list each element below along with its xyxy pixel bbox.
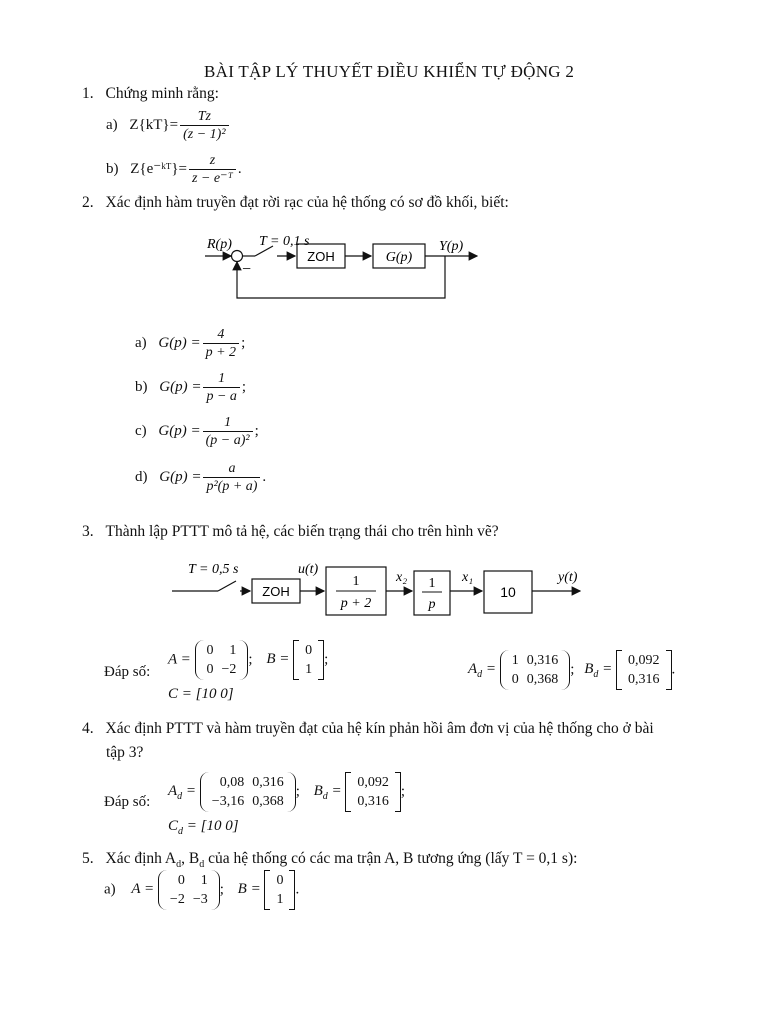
separator: ; [219, 881, 224, 898]
matrix-b [264, 870, 295, 910]
formula-lhs: G(p) = [159, 468, 202, 485]
denominator: (p − a)² [203, 431, 253, 449]
block-diagram-feedback [195, 228, 485, 303]
matrix-cd [168, 818, 239, 837]
question-text [105, 850, 578, 871]
q4-answer-label: Đáp số: [104, 794, 151, 810]
symbol: C [168, 818, 179, 834]
matrix-cell: 0,368 [526, 672, 559, 687]
q2-items [135, 326, 266, 504]
fraction [203, 414, 253, 449]
minus-sign: − [242, 261, 252, 278]
question-text: Chứng minh rằng: [105, 85, 219, 102]
item-label: a) [104, 881, 116, 898]
matrix-bd [345, 772, 401, 812]
numerator: a [228, 461, 236, 476]
output-label: Y(p) [439, 239, 464, 254]
matrix-cd-value: = [10 0] [186, 818, 239, 834]
page-title: BÀI TẬP LÝ THUYẾT ĐIỀU KHIỂN TỰ ĐỘNG 2 [204, 62, 575, 81]
numerator: Tz [197, 109, 211, 124]
symbol: B [313, 783, 323, 800]
matrix-cell: 1 [276, 892, 284, 907]
q2-item-d [135, 460, 266, 504]
subscript: d [176, 859, 182, 871]
x1-label: x₁ [462, 570, 474, 585]
numerator: 4 [217, 327, 225, 342]
q5-item-a [104, 870, 299, 910]
text-part: Xác định A [105, 850, 177, 867]
matrix-cell: 0 [177, 873, 185, 888]
matrix-ad [500, 650, 571, 690]
subscript: d [199, 859, 205, 871]
block-diagram-open-loop [170, 555, 585, 625]
sample-period: T = 0,5 s [188, 562, 239, 577]
block1-denominator: p + 2 [340, 596, 372, 611]
formula-tail: ; [241, 334, 246, 351]
matrix-bd [616, 650, 672, 690]
formula-tail: . [237, 160, 242, 177]
matrix-cell: 0,316 [628, 672, 660, 687]
numerator: 1 [224, 415, 232, 430]
input-label: R(p) [207, 237, 232, 252]
subscript: d [177, 791, 183, 803]
feedback-path [237, 256, 445, 298]
matrix-a-lhs: A = [168, 651, 191, 668]
denominator: p − a [203, 387, 239, 405]
matrix-b-lhs: B = [237, 881, 261, 898]
matrix-cell: 1 [229, 643, 237, 658]
sampler-switch [218, 581, 236, 591]
matrix-cell: 0,092 [628, 653, 660, 668]
plant-label: G(p) [385, 250, 413, 265]
subscript: d [322, 791, 328, 803]
denominator: z − e⁻ᵀ [189, 169, 236, 187]
q1-item-a [106, 108, 231, 143]
fraction [180, 108, 228, 143]
matrix-cell: 1 [511, 653, 519, 668]
question-5 [82, 850, 577, 870]
q1-item-b [106, 152, 242, 187]
matrix-a [195, 640, 249, 680]
matrix-cell: −3 [192, 892, 208, 907]
fraction [189, 152, 236, 187]
sample-period: T = 0,1 s [259, 234, 310, 249]
q3-answer-label: Đáp số: [104, 664, 151, 680]
matrix-cell: 0 [206, 662, 214, 677]
q3-answer-continuous [168, 640, 328, 680]
block2-denominator: p [428, 597, 436, 612]
subscript: d [477, 669, 483, 681]
matrix-b-lhs: B = [266, 651, 290, 668]
q2-item-a [135, 326, 266, 370]
matrix-ad [200, 772, 296, 812]
question-number: 5. [82, 850, 94, 867]
matrix-a-lhs: A = [131, 881, 155, 898]
separator: ; [570, 661, 575, 678]
matrix-cell: 0 [206, 643, 214, 658]
matrix-a [158, 870, 220, 910]
question-text: Xác định hàm truyền đạt rời rạc của hệ thống có sơ đồ khối, biết: [105, 194, 509, 211]
item-label: a) [106, 116, 118, 133]
numerator: 1 [218, 371, 226, 386]
question-text: Xác định PTTT và hàm truyền đạt của hệ kín phản hồi âm đơn vị của hệ thống cho ở bài [105, 720, 654, 737]
item-label: c) [135, 422, 147, 439]
denominator: (z − 1)² [180, 125, 228, 143]
separator: ; [324, 651, 329, 668]
separator: . [295, 881, 300, 898]
separator: ; [400, 783, 406, 800]
matrix-cell: 1 [305, 662, 313, 677]
q4-answer [168, 772, 405, 812]
matrix-b [293, 640, 324, 680]
fraction [203, 326, 239, 361]
matrix-cell: 0,316 [526, 653, 559, 668]
symbol: B [584, 661, 594, 678]
separator: . [671, 661, 676, 678]
matrix-cell: 0,092 [357, 775, 389, 790]
matrix-c: C = [10 0] [168, 686, 234, 702]
item-label: b) [135, 378, 148, 395]
block2-numerator: 1 [428, 576, 436, 591]
subscript: d [178, 826, 184, 837]
matrix-cell: 0,08 [219, 775, 245, 790]
matrix-bd-lhs: $B_d$ = [584, 661, 613, 681]
question-1 [82, 85, 219, 103]
denominator: p²(p + a) [203, 477, 260, 495]
y-label: y(t) [558, 570, 578, 585]
matrix-cell: 0,368 [252, 794, 284, 809]
question-number: 3. [82, 523, 94, 540]
q2-item-c [135, 414, 266, 460]
matrix-ad-lhs: $A_d$ = [468, 661, 497, 681]
matrix-cell: −2 [221, 662, 237, 677]
gain-label: 10 [500, 584, 516, 600]
matrix-cell: 0 [511, 672, 519, 687]
matrix-cell: 0,316 [357, 794, 389, 809]
matrix-cell: −3,16 [211, 794, 245, 809]
q2-item-b [135, 370, 266, 414]
question-4 [82, 720, 654, 738]
question-number: 4. [82, 720, 94, 737]
formula-lhs: Z{kT}= [129, 116, 179, 133]
symbol: A [168, 783, 178, 800]
numerator: z [209, 153, 216, 168]
item-label: d) [135, 468, 148, 485]
zoh-label: ZOH [262, 584, 290, 599]
question-2 [82, 194, 509, 212]
item-label: b) [106, 160, 119, 177]
subscript: d [593, 669, 599, 681]
summing-junction [232, 251, 243, 262]
matrix-cell: 0,316 [252, 775, 284, 790]
text-part: , B [181, 850, 200, 867]
formula-lhs: G(p) = [159, 378, 202, 395]
u-label: u(t) [298, 562, 319, 577]
question-text-continued: tập 3? [106, 744, 144, 761]
item-label: a) [135, 334, 147, 351]
separator: ; [295, 783, 300, 800]
matrix-ad-lhs: $A_d$ = [168, 783, 197, 803]
fraction [203, 460, 260, 495]
fraction [203, 370, 239, 405]
matrix-bd-lhs: $B_d$ = [313, 783, 342, 803]
formula-lhs: G(p) = [158, 422, 201, 439]
matrix-cell: −2 [169, 892, 185, 907]
formula-tail: ; [241, 378, 247, 395]
question-text: Thành lập PTTT mô tả hệ, các biến trạng thái cho trên hình vẽ? [105, 523, 499, 540]
formula-lhs: Z{e⁻ᵏᵀ}= [130, 160, 188, 177]
formula-tail: . [262, 468, 267, 485]
formula-lhs: G(p) = [158, 334, 201, 351]
matrix-cell: 1 [200, 873, 208, 888]
question-number: 1. [82, 85, 94, 102]
x2-label: x₂ [396, 570, 408, 585]
matrix-cell: 0 [305, 643, 313, 658]
block1-numerator: 1 [352, 574, 360, 589]
q3-answer-discrete [468, 650, 675, 690]
question-3 [82, 523, 499, 541]
symbol: A [468, 661, 478, 678]
separator: ; [248, 651, 253, 668]
matrix-cell: 0 [276, 873, 284, 888]
text-part: của hệ thống có các ma trận A, B tương ứng (lấy T = 0,1 s): [204, 850, 578, 867]
denominator: p + 2 [203, 343, 239, 361]
question-number: 2. [82, 194, 94, 211]
formula-tail: ; [254, 422, 259, 439]
zoh-label: ZOH [307, 249, 335, 264]
